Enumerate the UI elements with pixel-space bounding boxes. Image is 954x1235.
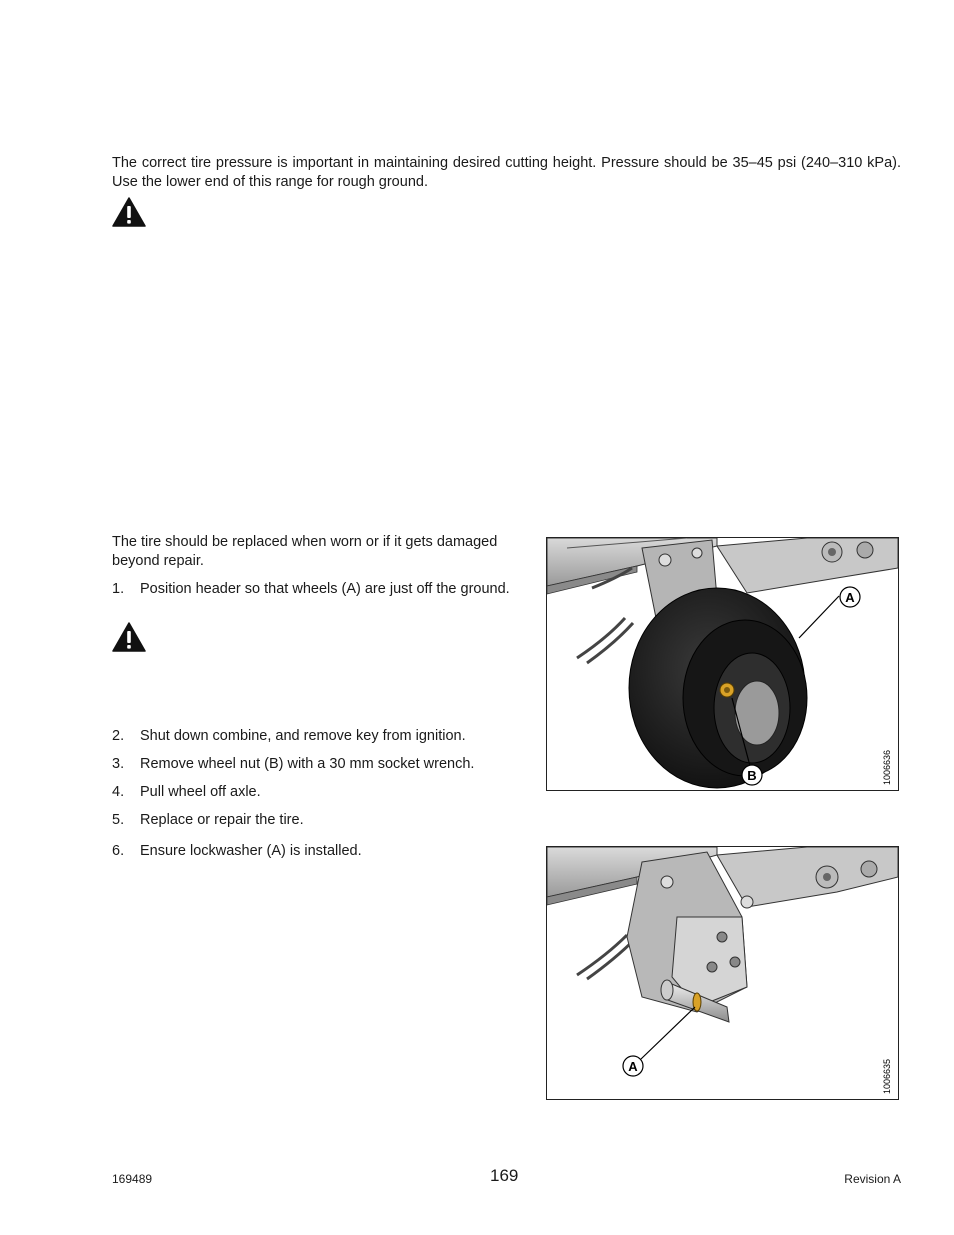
step-number: 1. [112, 581, 125, 597]
figure-id: 1006635 [882, 1058, 892, 1094]
step-4 [112, 783, 512, 802]
step-text: Position header so that wheels (A) are just off the ground. [140, 581, 510, 597]
step-number: 4. [112, 784, 125, 800]
figure-id: 1006636 [882, 749, 892, 785]
callout-a-label: A [628, 1059, 638, 1074]
step-text: Remove wheel nut (B) with a 30 mm socket wrench. [140, 756, 475, 772]
figure-gauge-wheel [546, 537, 899, 791]
step-3 [112, 755, 512, 774]
step-1 [112, 580, 512, 599]
step-number: 5. [112, 812, 125, 828]
step-text: Pull wheel off axle. [140, 784, 261, 800]
warning-triangle-icon [112, 622, 146, 652]
gauge-wheel-illustration [547, 538, 898, 790]
step-2 [112, 727, 512, 746]
revision-label: Revision A [844, 1172, 901, 1186]
step-text: Ensure lockwasher (A) is installed. [140, 843, 362, 859]
step-number: 3. [112, 756, 125, 772]
page-number: 169 [490, 1166, 519, 1185]
callout-a-label: A [845, 590, 855, 605]
step-5 [112, 811, 512, 830]
axle-lockwasher-illustration [547, 847, 898, 1099]
callout-b-label: B [747, 768, 757, 783]
step-text: Replace or repair the tire. [140, 812, 304, 828]
tire-pressure-paragraph: The correct tire pressure is important in maintaining desired cutting height. Pressure should be 35–45 psi (240–310 kPa). Use the lower end of this range for rough ground. [112, 155, 901, 190]
step-6 [112, 842, 512, 861]
step-text: Shut down combine, and remove key from ignition. [140, 728, 466, 744]
figure-axle-lockwasher [546, 846, 899, 1100]
replace-tire-intro: The tire should be replaced when worn or if it gets damaged beyond repair. [112, 534, 498, 569]
doc-number: 169489 [112, 1172, 153, 1186]
warning-triangle-icon [112, 197, 146, 227]
step-number: 2. [112, 728, 125, 744]
step-number: 6. [112, 843, 125, 859]
